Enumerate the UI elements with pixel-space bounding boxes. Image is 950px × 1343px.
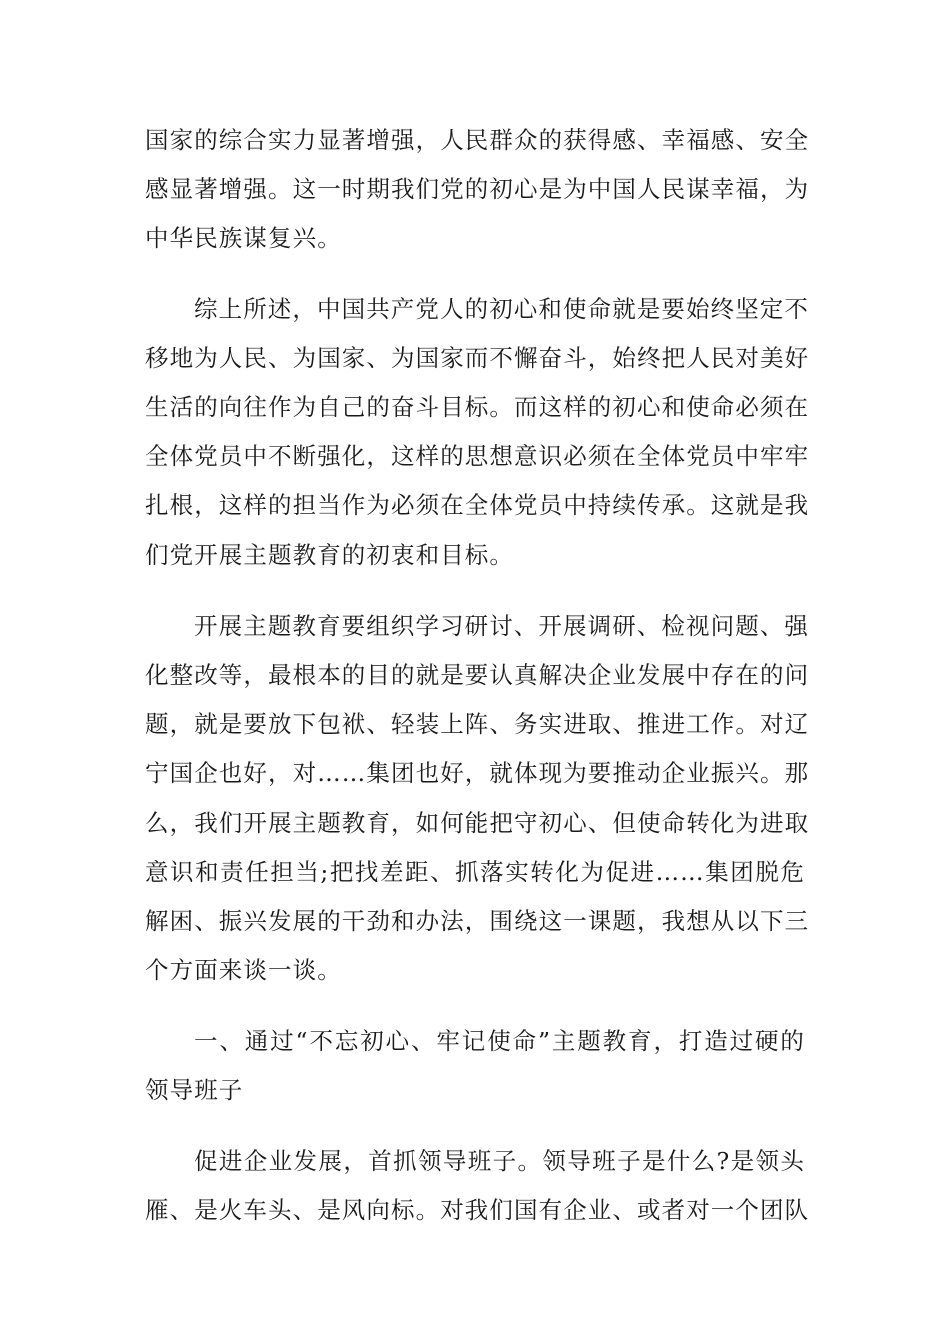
paragraph-line: 意识和责任担当;把找差距、抓落实转化为促进……集团脱危 [145,858,805,886]
paragraph-line: 综上所述，中国共产党人的初心和使命就是要始终坚定不 [194,295,809,323]
paragraph-line: 促进企业发展，首抓领导班子。领导班子是什么?是领头 [194,1147,805,1175]
paragraph-line: 题，就是要放下包袱、轻装上阵、务实进取、推进工作。对辽 [145,710,810,738]
paragraph-line: 全体党员中不断强化，这样的思想意识必须在全体党员中牢牢 [145,442,810,470]
paragraph-line: 中华民族谋复兴。 [145,224,342,252]
paragraph-line: 开展主题教育要组织学习研讨、开展调研、检视问题、强 [194,612,809,640]
paragraph-line: 宁国企也好，对……集团也好，就体现为要推动企业振兴。那 [145,759,810,787]
paragraph-line: 个方面来谈一谈。 [145,956,342,984]
paragraph-line: 扎根，这样的担当作为必须在全体党员中持续传承。这就是我 [145,491,810,519]
paragraph-line: 化整改等，最根本的目的就是要认真解决企业发展中存在的问 [145,661,810,689]
paragraph-line: 生活的向往作为自己的奋斗目标。而这样的初心和使命必须在 [145,393,810,421]
paragraph-line: 感显著增强。这一时期我们党的初心是为中国人民谋幸福，为 [145,175,810,203]
paragraph-line: 们党开展主题教育的初衷和目标。 [145,541,514,569]
paragraph-line: 么，我们开展主题教育，如何能把守初心、但使命转化为进取 [145,809,810,837]
paragraph-line: 雁、是火车头、是风向标。对我们国有企业、或者对一个团队 [145,1196,810,1224]
paragraph-line: 移地为人民、为国家、为国家而不懈奋斗，始终把人民对美好 [145,344,810,372]
section-heading-line: 领导班子 [145,1076,244,1104]
paragraph-line: 解困、振兴发展的干劲和办法，围绕这一课题，我想从以下三 [145,907,810,935]
paragraph-line: 国家的综合实力显著增强，人民群众的获得感、幸福感、安全 [145,126,810,154]
section-heading-line: 一、通过“不忘初心、牢记使命”主题教育，打造过硬的 [194,1027,805,1055]
